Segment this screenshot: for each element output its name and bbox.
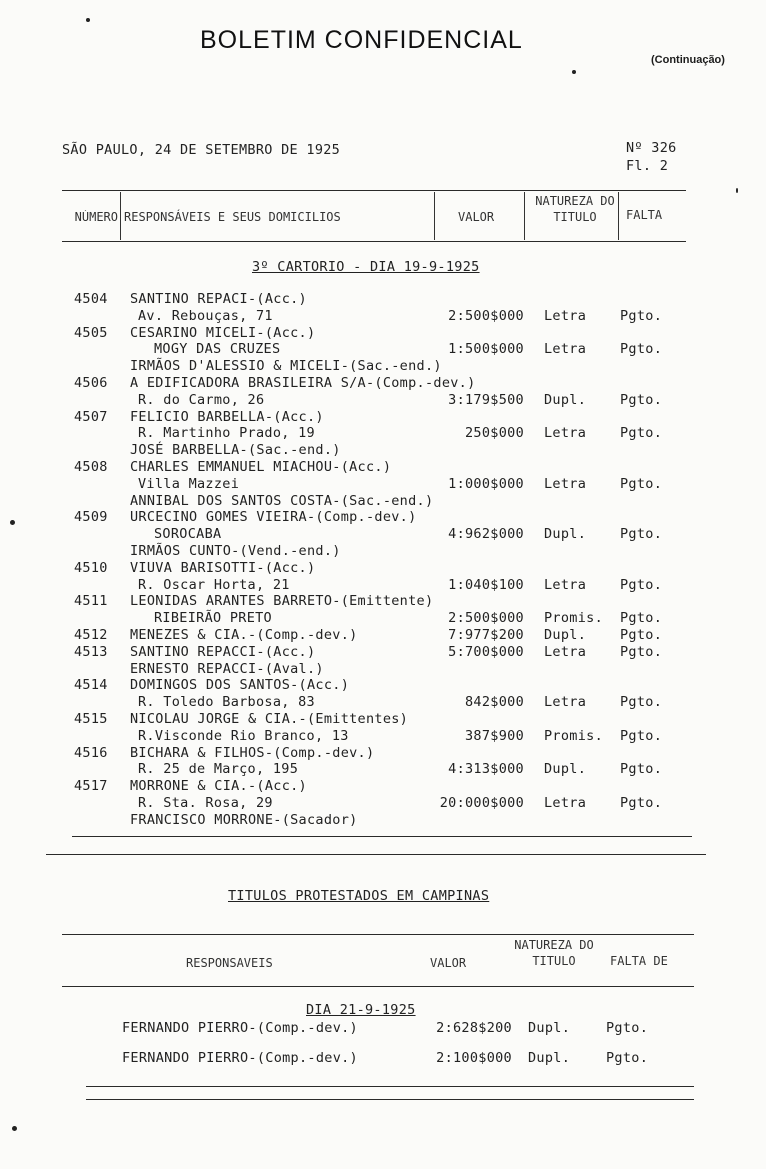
entry-value: 4:313$000 [448,761,524,778]
entry-detail: R. Sta. Rosa, 29 [138,795,273,811]
entry-number: 4517 [74,778,108,795]
entry-value: 387$900 [465,727,524,744]
entry-reason: Pgto. [620,694,663,711]
entry-detail: ANNIBAL DOS SANTOS COSTA-(Sac.-end.) [130,492,434,509]
table2-header-valor: VALOR [430,956,467,970]
entry-detail: IRMÃOS CUNTO-(Vend.-end.) [130,543,341,559]
entry-reason: Pgto. [620,643,663,660]
entry-responsible: SANTINO REPACI-(Acc.) [130,291,307,307]
entry-value: 20:000$000 [439,795,524,811]
entry-detail: Av. Rebouças, 71 [138,307,273,324]
table2-bottom-rule-2 [86,1099,694,1100]
entry-reason: Pgto. [620,610,663,627]
continuation-label: (Continuação) [651,54,725,66]
entry-value: 2:500$000 [448,307,524,324]
protest-responsible: FERNANDO PIERRO-(Comp.-dev.) [122,1050,358,1066]
entry-value: 250$000 [465,425,524,442]
protest-nature: Dupl. [528,1050,571,1066]
document-title: BOLETIM CONFIDENCIAL [200,26,523,54]
entry-nature: Dupl. [544,761,587,778]
entry-value: 3:179$500 [448,391,524,408]
table2-header-responsaveis: RESPONSAVEIS [186,956,273,970]
entry-value: 1:040$100 [448,576,524,593]
entry-responsible: CHARLES EMMANUEL MIACHOU-(Acc.) [130,459,392,475]
entry-responsible: BICHARA & FILHOS-(Comp.-dev.) [130,744,375,761]
entry-detail: RIBEIRÃO PRETO [154,610,272,627]
entry-nature: Promis. [544,610,603,627]
entry-nature: Letra [544,475,587,492]
protest-value: 2:628$200 [436,1020,512,1036]
table2-header-falta: FALTA DE [610,954,668,968]
entry-number: 4508 [74,459,108,475]
entry-detail: R. Toledo Barbosa, 83 [138,694,315,711]
entry-value: 7:977$200 [448,627,524,643]
entry-number: 4512 [74,627,108,643]
entry-detail: IRMÃOS D'ALESSIO & MICELI-(Sac.-end.) [130,358,442,375]
entry-reason: Pgto. [620,761,663,778]
entry-detail: R. Oscar Horta, 21 [138,576,290,593]
entry-responsible: MORRONE & CIA.-(Acc.) [130,778,307,795]
entry-responsible: URCECINO GOMES VIEIRA-(Comp.-dev.) [130,509,417,526]
entry-reason: Pgto. [620,576,663,593]
table1-header-rule [62,241,686,242]
column-divider [120,192,121,240]
entry-detail: R.Visconde Rio Branco, 13 [138,727,349,744]
scan-speck [86,18,90,22]
entry-reason: Pgto. [620,475,663,492]
entry-nature: Dupl. [544,391,587,408]
table2-header-rule [62,986,694,987]
scan-speck [10,520,15,525]
entry-reason: Pgto. [620,727,663,744]
entry-responsible: MENEZES & CIA.-(Comp.-dev.) [130,627,358,643]
entry-value: 1:000$000 [448,475,524,492]
entry-number: 4511 [74,593,108,610]
table1-bottom-rule [72,836,692,837]
section-heading: 3º CARTORIO - DIA 19-9-1925 [252,259,480,275]
entry-detail: Villa Mazzei [138,475,240,492]
entry-responsible: SANTINO REPACCI-(Acc.) [130,643,316,660]
protest-responsible: FERNANDO PIERRO-(Comp.-dev.) [122,1020,358,1036]
entry-nature: Letra [544,795,587,811]
entry-value: 842$000 [465,694,524,711]
entry-responsible: A EDIFICADORA BRASILEIRA S/A-(Comp.-dev.) [130,375,476,391]
place-date: SÃO PAULO, 24 DE SETEMBRO DE 1925 [62,142,341,158]
entry-number: 4510 [74,559,108,576]
entry-nature: Promis. [544,727,603,744]
table2-title: TITULOS PROTESTADOS EM CAMPINAS [228,888,490,904]
entry-detail: R. Martinho Prado, 19 [138,425,315,442]
entry-reason: Pgto. [620,341,663,358]
entry-reason: Pgto. [620,526,663,543]
entry-value: 2:500$000 [448,610,524,627]
entry-number: 4515 [74,711,108,727]
scan-speck [572,70,576,74]
entry-value: 5:700$000 [448,643,524,660]
entry-value: 1:500$000 [448,341,524,358]
entry-nature: Dupl. [544,627,587,643]
protest-value: 2:100$000 [436,1050,512,1066]
entry-detail: R. 25 de Março, 195 [138,761,299,778]
entry-number: 4513 [74,643,108,660]
column-header-falta: FALTA [626,208,663,222]
entry-nature: Letra [544,425,587,442]
entry-reason: Pgto. [620,627,663,643]
column-header-natureza: NATUREZA DO TITULO [535,194,615,224]
scan-speck [736,188,738,193]
entry-responsible: LEONIDAS ARANTES BARRETO-(Emittente) [130,593,434,610]
entry-reason: Pgto. [620,391,663,408]
protest-nature: Dupl. [528,1020,571,1036]
entry-detail: R. do Carmo, 26 [138,391,265,408]
column-header-valor: VALOR [458,210,495,224]
entry-number: 4509 [74,509,108,526]
column-divider [434,192,435,240]
table2-bottom-rule [86,1086,694,1087]
table2-section-heading: DIA 21-9-1925 [306,1002,416,1018]
entry-detail: ERNESTO REPACCI-(Aval.) [130,660,324,677]
section-separator [46,854,706,855]
entry-reason: Pgto. [620,795,663,811]
entry-value: 4:962$000 [448,526,524,543]
entry-detail: JOSÉ BARBELLA-(Sac.-end.) [130,442,341,459]
column-divider [618,192,619,240]
entry-number: 4504 [74,291,108,307]
entry-nature: Letra [544,576,587,593]
entry-nature: Dupl. [544,526,587,543]
scan-speck [12,1126,17,1131]
entry-responsible: NICOLAU JORGE & CIA.-(Emittentes) [130,711,409,727]
entry-responsible: DOMINGOS DOS SANTOS-(Acc.) [130,677,350,694]
column-header-numero: NÚMERO [74,210,118,224]
entry-responsible: CESARINO MICELI-(Acc.) [130,324,316,341]
entry-detail: MOGY DAS CRUZES [154,341,281,358]
entry-reason: Pgto. [620,425,663,442]
entry-nature: Letra [544,694,587,711]
entry-nature: Letra [544,341,587,358]
entry-responsible: VIUVA BARISOTTI-(Acc.) [130,559,316,576]
table1-top-rule [62,190,686,191]
table2-top-rule [62,934,694,935]
entry-nature: Letra [544,307,587,324]
entry-nature: Letra [544,643,587,660]
entry-reason: Pgto. [620,307,663,324]
entry-number: 4505 [74,324,108,341]
bulletin-number: Nº 326 [626,140,677,156]
column-header-responsaveis: RESPONSÁVEIS E SEUS DOMICILIOS [124,210,341,224]
column-divider [524,192,525,240]
entry-number: 4507 [74,408,108,425]
protest-reason: Pgto. [606,1020,649,1036]
entry-detail: FRANCISCO MORRONE-(Sacador) [130,811,358,828]
protest-reason: Pgto. [606,1050,649,1066]
entry-number: 4516 [74,744,108,761]
sheet-number: Fl. 2 [626,158,669,174]
entry-number: 4514 [74,677,108,694]
entry-detail: SOROCABA [154,526,222,543]
entry-responsible: FELICIO BARBELLA-(Acc.) [130,408,324,425]
table2-header-natureza: NATUREZA DO TITULO [514,938,594,968]
entry-number: 4506 [74,375,108,391]
